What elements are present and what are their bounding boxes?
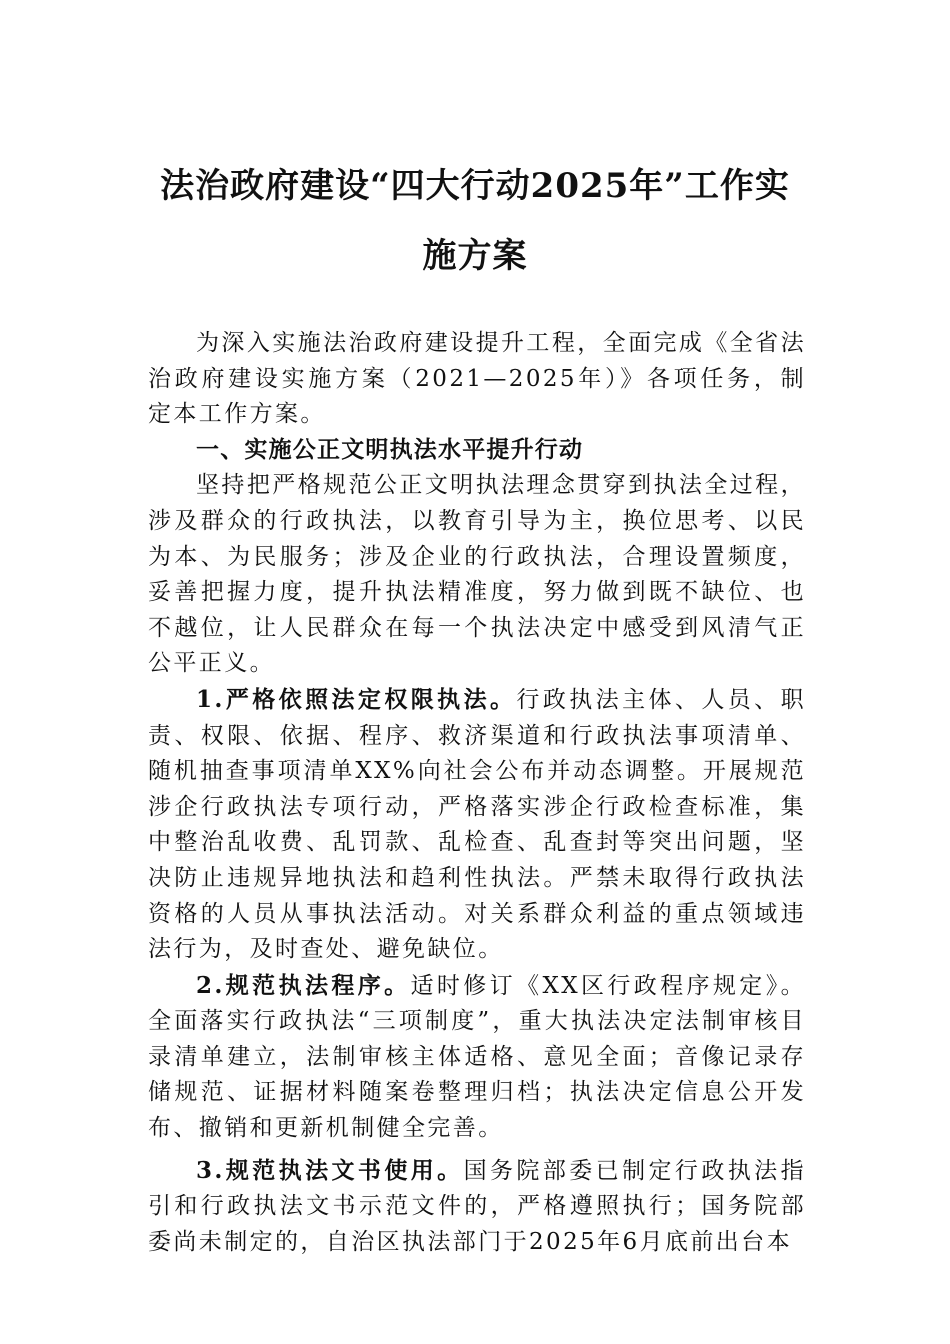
item-lead: 3.规范执法文书使用。 [196,1156,464,1184]
section-summary-paragraph: 坚持把严格规范公正文明执法理念贯穿到执法全过程，涉及群众的行政执法，以教育引导为主，换位思考、以民为本、为民服务；涉及企业的行政执法，合理设置频度，妥善把握力度，提升执法精准度，努力做到既不缺位、也不越位，让人民群众在每一个执法决定中感受到风清气正公平正义。 [148,472,806,677]
item-text: 国务院部委已制定行政执法指引和行政执法文书示范文件的，严格遵照执行；国务院部委尚未制定的，自治区执法部门于2025年6月底前出台本 [148,1157,806,1255]
item-lead: 2.规范执法程序。 [196,971,411,999]
section-heading: 一、实施公正文明执法水平提升行动 [196,436,584,463]
document-body [148,326,806,1260]
document-title-line-1: 法治政府建设“四大行动2025年”工作实 [160,166,790,206]
item-paragraph [148,682,806,968]
item-text: 适时修订《XX区行政程序规定》。全面落实行政执法“三项制度”，重大执法决定法制审核目录清单建立，法制审核主体适格、意见全面；音像记录存储规范、证据材料随案卷整理归档；执法决定信息公开发布、撤销和更新机制健全完善。 [148,972,806,1142]
item-lead: 1.严格依照法定权限执法。 [196,685,517,713]
item-paragraph [148,1153,806,1261]
item-text: 行政执法主体、人员、职责、权限、依据、程序、救济渠道和行政执法事项清单、随机抽查事项清单XX%向社会公布并动态调整。开展规范涉企行政执法专项行动，严格落实涉企行政检查标准，集中整治乱收费、乱罚款、乱检查、乱查封等突出问题，坚决防止违规异地执法和趋利性执法。严禁未取得行政执法资格的人员从事执法活动。对关系群众利益的重点领域违法行为，及时查处、避免缺位。 [148,686,806,963]
intro-paragraph: 为深入实施法治政府建设提升工程，全面完成《全省法治政府建设实施方案（2021—2025年）》各项任务，制定本工作方案。 [148,330,806,428]
item-paragraph [148,968,806,1147]
document-title-line-2: 施方案 [422,236,528,276]
